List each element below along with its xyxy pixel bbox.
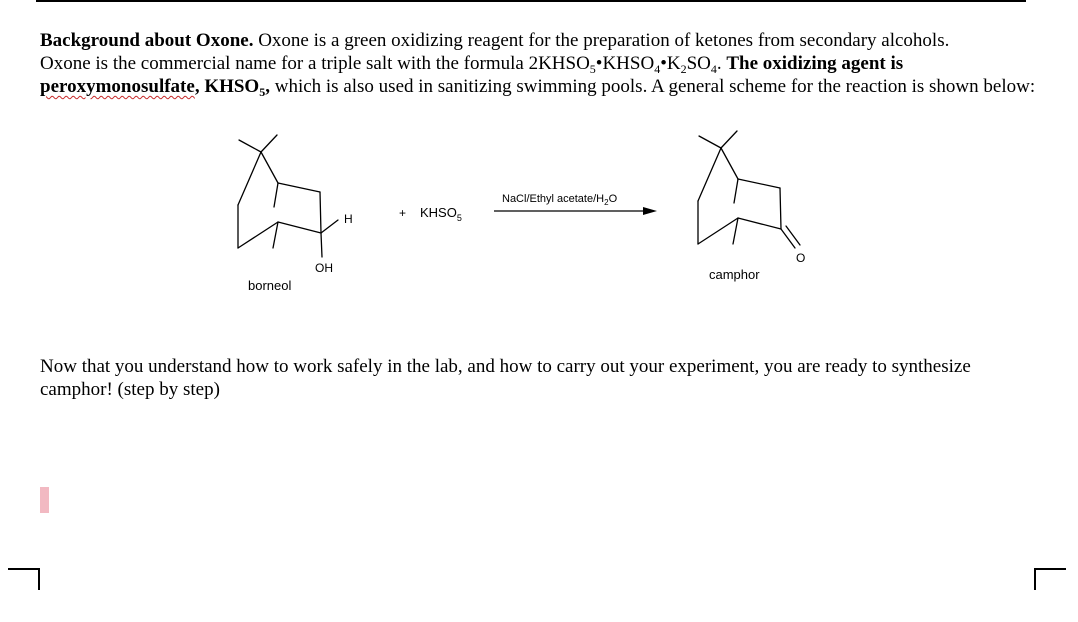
borneol-h-label: H xyxy=(344,212,353,226)
borneol-label: borneol xyxy=(248,278,292,293)
camphor-o-label: O xyxy=(796,251,806,265)
reaction-arrow-head xyxy=(643,207,657,215)
camphor-label: camphor xyxy=(709,267,760,282)
borneol-oh-label: OH xyxy=(315,261,333,275)
reaction-conditions: NaCl/Ethyl acetate/H xyxy=(502,193,605,205)
background-paragraph: Background about Oxone. Oxone is a green oxidizing reagent for the preparation of ketones from secondary alcohols. Oxone is the commercial name for a triple salt with the formula $2KHSO_5•KHSO_4•K_2SO_4$. The oxidizing agent is peroxymonosulfate, $KHSO_5$, which is also used in sanitizing swimming pools. A general scheme for the reaction is shown below: xyxy=(40,30,1036,99)
background-heading: Background about Oxone. xyxy=(40,30,254,51)
crop-mark-left xyxy=(8,568,40,590)
camphor-structure xyxy=(698,131,800,248)
svg-text:NaCl/Ethyl acetate/H2O: NaCl/Ethyl acetate/$H_2O$ xyxy=(502,193,618,207)
borneol-structure xyxy=(238,135,338,257)
conclusion-paragraph: Now that you understand how to work safely in the lab, and how to carry out your experiment, you are ready to synthesize camphor! (step by step) xyxy=(40,356,971,400)
oxidizing-agent-label: The oxidizing agent is xyxy=(726,53,904,74)
text-cursor xyxy=(40,487,49,513)
reagent-formula: KHSO xyxy=(420,205,457,220)
plus-sign: + xyxy=(399,206,407,220)
spellcheck-flagged-word[interactable]: peroxymonosulfate xyxy=(40,76,195,97)
svg-text:KHSO5: $KHSO_5$ xyxy=(420,205,462,223)
crop-mark-right xyxy=(1034,568,1066,590)
